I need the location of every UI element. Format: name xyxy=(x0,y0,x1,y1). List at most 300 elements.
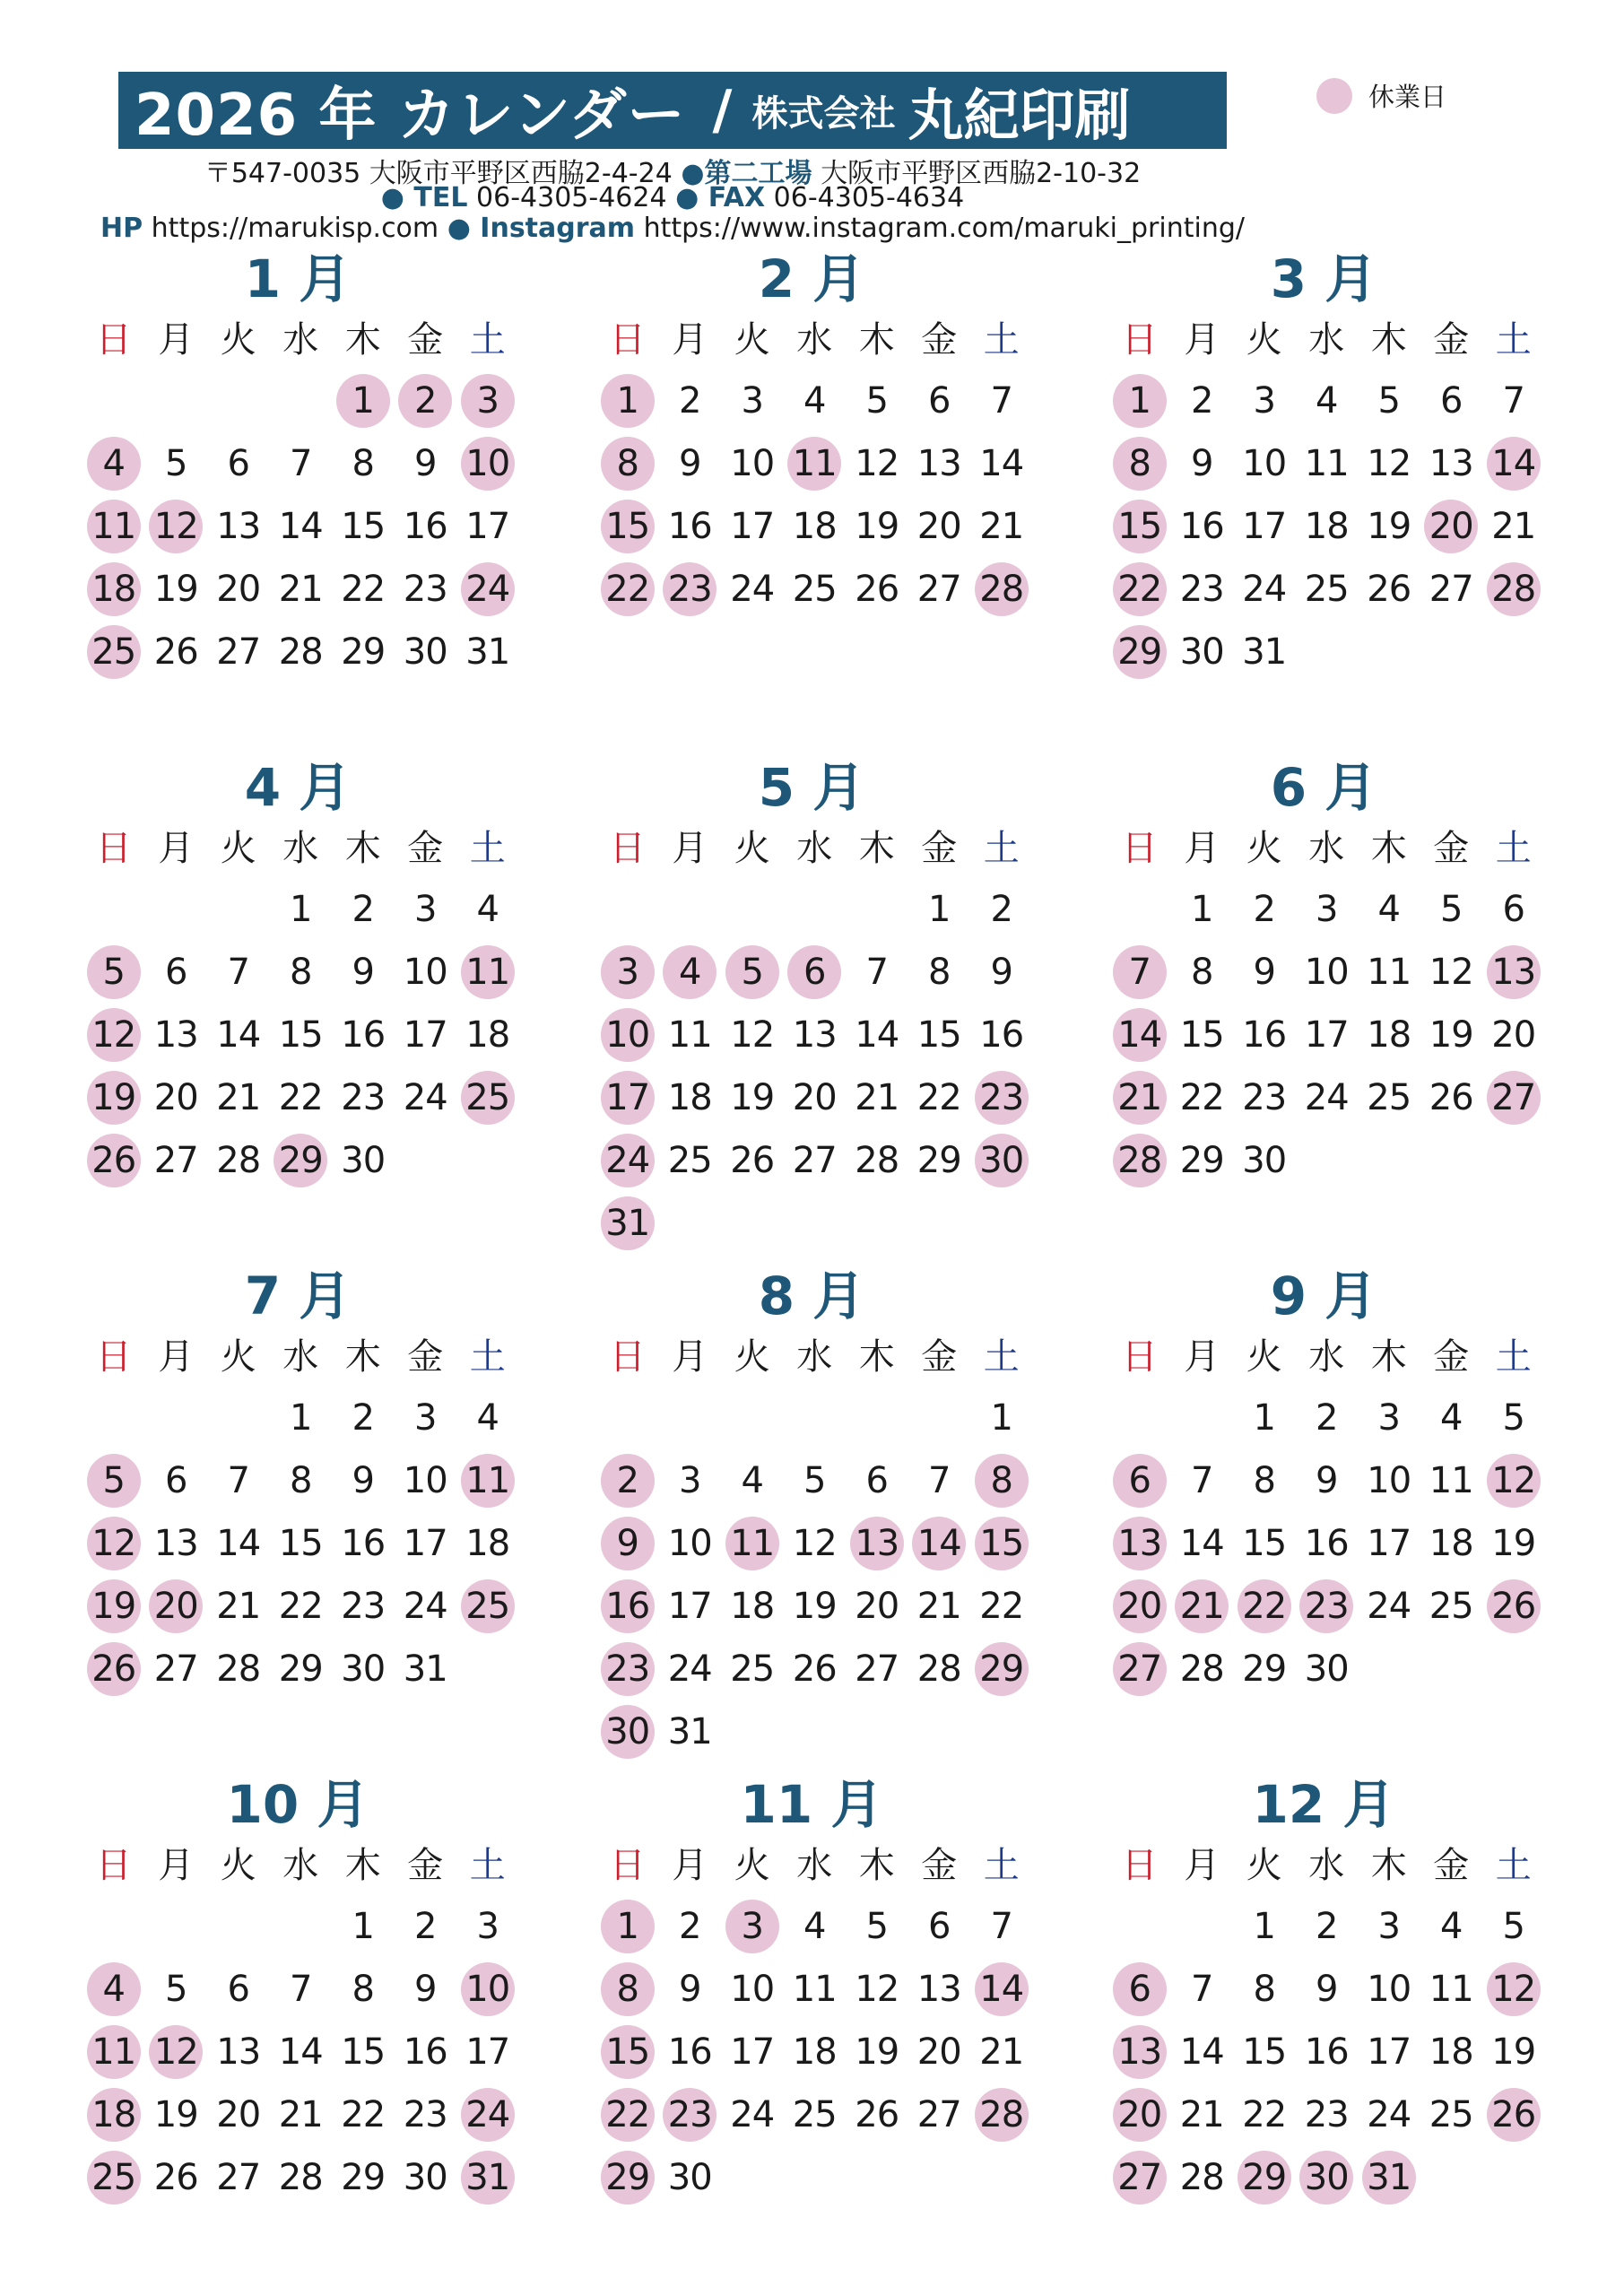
day-number: 6 xyxy=(227,443,249,484)
day-cell-holiday xyxy=(1233,1575,1296,1638)
day-cell xyxy=(908,1066,971,1129)
day-cell xyxy=(332,1129,395,1192)
day-number: 30 xyxy=(975,1134,1029,1187)
day-number: 8 xyxy=(352,443,374,484)
day-number: 28 xyxy=(975,2088,1029,2142)
day-cell xyxy=(784,2083,847,2146)
day-cell xyxy=(207,495,270,558)
day-cell xyxy=(659,1129,722,1192)
day-number: 14 xyxy=(1179,1523,1224,1564)
day-number: 2 xyxy=(414,1906,437,1947)
day-number: 18 xyxy=(792,506,837,547)
day-number: 8 xyxy=(1253,1460,1275,1501)
day-cell xyxy=(207,1004,270,1066)
weekday-header: 火 xyxy=(734,1845,770,1886)
day-number: 22 xyxy=(278,1077,323,1118)
day-number: 21 xyxy=(278,569,323,610)
weekday-header: 月 xyxy=(1184,828,1220,869)
day-number: 30 xyxy=(601,1705,655,1759)
day-number: 1 xyxy=(928,889,951,930)
day-number: 20 xyxy=(1113,2088,1167,2142)
day-cell xyxy=(908,1129,971,1192)
day-number: 5 xyxy=(1502,1397,1524,1439)
day-cell-holiday xyxy=(659,941,722,1004)
day-cell-holiday xyxy=(83,621,145,683)
day-number: 15 xyxy=(1179,1014,1224,1056)
day-cell xyxy=(1296,1638,1359,1700)
day-cell xyxy=(145,1004,208,1066)
month-title: 5 月 xyxy=(758,757,865,818)
weekday-header: 木 xyxy=(858,1336,895,1378)
empty-cell xyxy=(145,1895,208,1958)
day-cell xyxy=(908,370,971,432)
day-number: 13 xyxy=(153,1014,198,1056)
empty-cell xyxy=(83,1387,145,1449)
day-cell xyxy=(1296,1895,1359,1958)
day-number: 8 xyxy=(290,952,312,993)
day-cell xyxy=(145,1512,208,1575)
day-cell-holiday xyxy=(456,558,519,621)
weekday-header: 金 xyxy=(407,319,444,361)
day-cell xyxy=(970,1895,1033,1958)
day-number: 7 xyxy=(1502,380,1524,422)
day-number: 2 xyxy=(1316,1397,1338,1439)
weekday-header: 土 xyxy=(1495,1336,1532,1378)
day-cell xyxy=(1482,370,1545,432)
day-number: 1 xyxy=(1253,1906,1275,1947)
day-cell-holiday xyxy=(1108,558,1171,621)
day-number: 25 xyxy=(730,1648,775,1690)
day-cell xyxy=(1171,2021,1234,2083)
day-number: 11 xyxy=(461,945,515,999)
day-number: 6 xyxy=(1113,1454,1167,1508)
day-number: 6 xyxy=(1113,1962,1167,2016)
day-number: 22 xyxy=(1113,562,1167,616)
day-cell xyxy=(908,495,971,558)
day-cell-holiday xyxy=(456,1449,519,1512)
day-cell xyxy=(721,2083,784,2146)
empty-cell xyxy=(1108,1895,1171,1958)
day-cell xyxy=(1233,1895,1296,1958)
day-number: 19 xyxy=(792,1586,837,1627)
day-cell xyxy=(332,1575,395,1638)
day-cell-holiday xyxy=(83,1449,145,1512)
month-block xyxy=(1108,248,1539,683)
day-cell xyxy=(270,1512,333,1575)
weekday-header: 木 xyxy=(1370,828,1407,869)
day-number: 1 xyxy=(601,374,655,428)
day-cell xyxy=(721,1958,784,2021)
day-number: 18 xyxy=(1304,506,1349,547)
day-cell-holiday xyxy=(83,1004,145,1066)
day-number: 29 xyxy=(975,1642,1029,1696)
day-cell xyxy=(784,1066,847,1129)
day-number: 21 xyxy=(1179,2094,1224,2135)
weekday-header: 月 xyxy=(672,1336,708,1378)
day-cell-holiday xyxy=(1420,495,1483,558)
day-cell-holiday xyxy=(83,2146,145,2209)
day-number: 19 xyxy=(1429,1014,1473,1056)
weekday-header: 土 xyxy=(983,319,1020,361)
day-cell xyxy=(207,2146,270,2209)
day-number: 29 xyxy=(1179,1140,1224,1181)
day-cell xyxy=(270,558,333,621)
empty-cell xyxy=(207,1895,270,1958)
day-cell xyxy=(1233,1638,1296,1700)
day-cell xyxy=(270,878,333,941)
day-cell xyxy=(1233,1004,1296,1066)
day-cell xyxy=(207,621,270,683)
day-cell xyxy=(145,1066,208,1129)
day-number: 4 xyxy=(1440,1906,1463,1947)
day-number: 16 xyxy=(403,506,447,547)
fax-label: ● FAX xyxy=(675,182,766,213)
weekday-header: 水 xyxy=(282,828,319,869)
day-number: 13 xyxy=(1429,443,1473,484)
weekday-header: 日 xyxy=(609,319,646,361)
day-number: 8 xyxy=(290,1460,312,1501)
weekday-header: 金 xyxy=(1433,828,1470,869)
day-number: 15 xyxy=(601,500,655,553)
day-cell xyxy=(1233,1512,1296,1575)
day-cell xyxy=(332,1449,395,1512)
day-cell xyxy=(846,1449,908,1512)
weekday-header: 火 xyxy=(220,828,256,869)
day-cell-holiday xyxy=(83,432,145,495)
day-cell xyxy=(1482,2021,1545,2083)
day-cell-holiday xyxy=(83,941,145,1004)
day-cell-holiday xyxy=(721,1512,784,1575)
day-number: 2 xyxy=(679,380,701,422)
day-cell-holiday xyxy=(1108,1958,1171,2021)
day-number: 17 xyxy=(465,2031,510,2073)
month-grid xyxy=(596,1836,1027,2209)
day-number: 3 xyxy=(741,380,763,422)
day-cell xyxy=(395,2021,457,2083)
day-number: 1 xyxy=(1253,1397,1275,1439)
day-number: 4 xyxy=(803,1906,826,1947)
weekday-header: 月 xyxy=(1184,1845,1220,1886)
empty-cell xyxy=(207,370,270,432)
day-number: 10 xyxy=(403,952,447,993)
day-number: 12 xyxy=(1487,1962,1541,2016)
day-number: 10 xyxy=(1367,1460,1411,1501)
day-cell xyxy=(1420,432,1483,495)
day-number: 25 xyxy=(792,569,837,610)
day-cell xyxy=(207,2021,270,2083)
day-cell-holiday xyxy=(596,2083,659,2146)
day-cell xyxy=(456,1512,519,1575)
day-number: 8 xyxy=(1191,952,1213,993)
day-cell xyxy=(846,1066,908,1129)
day-cell xyxy=(1420,370,1483,432)
day-number: 23 xyxy=(975,1071,1029,1125)
day-number: 8 xyxy=(975,1454,1029,1508)
day-number: 8 xyxy=(1113,437,1167,491)
day-cell-holiday xyxy=(596,1004,659,1066)
day-number: 13 xyxy=(1113,2025,1167,2079)
day-cell xyxy=(145,941,208,1004)
day-number: 24 xyxy=(601,1134,655,1187)
weekday-header: 水 xyxy=(1308,1845,1345,1886)
day-number: 4 xyxy=(87,1962,141,2016)
day-number: 24 xyxy=(1304,1077,1349,1118)
day-number: 8 xyxy=(601,1962,655,2016)
day-number: 21 xyxy=(855,1077,899,1118)
day-number: 29 xyxy=(916,1140,961,1181)
empty-cell xyxy=(784,1387,847,1449)
day-cell-holiday xyxy=(332,370,395,432)
day-number: 9 xyxy=(990,952,1012,993)
day-number: 28 xyxy=(916,1648,961,1690)
day-cell xyxy=(1358,2083,1420,2146)
empty-cell xyxy=(596,878,659,941)
day-number: 14 xyxy=(216,1523,261,1564)
day-number: 23 xyxy=(1299,1579,1353,1633)
day-cell xyxy=(1420,1895,1483,1958)
weekday-header: 日 xyxy=(95,1845,132,1886)
day-number: 21 xyxy=(1175,1579,1229,1633)
day-cell xyxy=(270,1958,333,2021)
day-cell-holiday xyxy=(1108,2146,1171,2209)
day-number: 5 xyxy=(1502,1906,1524,1947)
day-cell xyxy=(970,878,1033,941)
day-cell xyxy=(659,1575,722,1638)
day-number: 3 xyxy=(725,1900,779,1953)
day-number: 10 xyxy=(601,1008,655,1062)
day-cell xyxy=(1171,1004,1234,1066)
day-number: 4 xyxy=(1440,1397,1463,1439)
weekday-header: 水 xyxy=(796,1845,833,1886)
day-number: 28 xyxy=(1179,1648,1224,1690)
day-number: 27 xyxy=(855,1648,899,1690)
day-number: 24 xyxy=(1242,569,1287,610)
day-number: 6 xyxy=(227,1969,249,2010)
day-number: 20 xyxy=(149,1579,203,1633)
day-number: 21 xyxy=(979,2031,1024,2073)
day-number: 2 xyxy=(1253,889,1275,930)
day-number: 12 xyxy=(730,1014,775,1056)
day-number: 27 xyxy=(153,1140,198,1181)
day-number: 13 xyxy=(916,1969,961,2010)
day-cell-holiday xyxy=(596,1575,659,1638)
day-cell-holiday xyxy=(1108,1129,1171,1192)
holiday-dot-icon xyxy=(1316,78,1352,114)
month-grid xyxy=(1108,1836,1539,2209)
day-cell xyxy=(1358,1512,1420,1575)
day-cell-holiday xyxy=(1296,1575,1359,1638)
day-cell xyxy=(270,1387,333,1449)
weekday-header: 水 xyxy=(796,319,833,361)
empty-cell xyxy=(721,1387,784,1449)
day-cell-holiday xyxy=(596,1192,659,1255)
day-number: 16 xyxy=(341,1523,386,1564)
weekday-header: 土 xyxy=(983,1336,1020,1378)
day-cell xyxy=(1233,432,1296,495)
day-cell-holiday xyxy=(596,1958,659,2021)
day-cell-holiday xyxy=(456,370,519,432)
day-cell xyxy=(270,1638,333,1700)
day-number: 15 xyxy=(341,506,386,547)
day-cell xyxy=(1171,2083,1234,2146)
day-number: 20 xyxy=(216,2094,261,2135)
day-number: 3 xyxy=(679,1460,701,1501)
day-number: 10 xyxy=(1367,1969,1411,2010)
day-cell xyxy=(659,1004,722,1066)
day-number: 30 xyxy=(341,1648,386,1690)
month-title: 4 月 xyxy=(244,757,352,818)
day-cell-holiday xyxy=(1108,495,1171,558)
day-cell-holiday xyxy=(1358,2146,1420,2209)
day-cell xyxy=(908,941,971,1004)
day-cell xyxy=(1482,1512,1545,1575)
day-cell-holiday xyxy=(596,1895,659,1958)
day-cell xyxy=(846,1129,908,1192)
month-title: 9 月 xyxy=(1270,1265,1377,1326)
day-cell-holiday xyxy=(596,1638,659,1700)
month-grid xyxy=(83,310,513,683)
day-number: 11 xyxy=(87,500,141,553)
day-cell-holiday xyxy=(1482,432,1545,495)
weekday-header: 火 xyxy=(220,1336,256,1378)
instagram-url[interactable]: https://www.instagram.com/maruki_printing/ xyxy=(635,213,1245,244)
weekday-header: 木 xyxy=(858,319,895,361)
day-number: 12 xyxy=(87,1517,141,1570)
day-cell xyxy=(1296,941,1359,1004)
empty-cell xyxy=(145,1387,208,1449)
day-number: 26 xyxy=(1487,2088,1541,2142)
day-number: 24 xyxy=(730,569,775,610)
day-cell xyxy=(332,1958,395,2021)
day-number: 28 xyxy=(216,1648,261,1690)
day-number: 26 xyxy=(792,1648,837,1690)
day-cell xyxy=(395,878,457,941)
day-cell xyxy=(332,2146,395,2209)
day-number: 4 xyxy=(476,1397,499,1439)
day-cell-holiday xyxy=(784,941,847,1004)
day-number: 26 xyxy=(730,1140,775,1181)
day-cell-holiday xyxy=(596,495,659,558)
day-number: 13 xyxy=(153,1523,198,1564)
day-number: 19 xyxy=(855,506,899,547)
day-number: 27 xyxy=(1487,1071,1541,1125)
day-number: 2 xyxy=(352,1397,374,1439)
title-separator: / xyxy=(712,79,733,142)
day-number: 26 xyxy=(1367,569,1411,610)
month-block xyxy=(83,248,513,683)
day-cell-holiday xyxy=(145,2021,208,2083)
day-cell xyxy=(332,558,395,621)
day-cell xyxy=(270,2021,333,2083)
day-number: 5 xyxy=(865,1906,888,1947)
day-number: 6 xyxy=(165,1460,187,1501)
day-cell xyxy=(846,1004,908,1066)
day-number: 28 xyxy=(1113,1134,1167,1187)
day-number: 23 xyxy=(663,562,716,616)
day-number: 4 xyxy=(741,1460,763,1501)
day-cell xyxy=(1296,370,1359,432)
day-number: 17 xyxy=(403,1014,447,1056)
day-cell xyxy=(456,621,519,683)
day-cell xyxy=(1171,1638,1234,1700)
weekday-header: 水 xyxy=(1308,319,1345,361)
day-cell xyxy=(970,370,1033,432)
weekday-header: 金 xyxy=(1433,1845,1470,1886)
day-cell xyxy=(784,1958,847,2021)
hp-url[interactable]: https://marukisp.com xyxy=(143,213,447,244)
day-number: 22 xyxy=(601,2088,655,2142)
day-cell xyxy=(1171,432,1234,495)
day-cell xyxy=(395,432,457,495)
day-cell xyxy=(270,621,333,683)
day-number: 6 xyxy=(1440,380,1463,422)
day-cell xyxy=(145,1958,208,2021)
day-number: 20 xyxy=(855,1586,899,1627)
weekday-header: 火 xyxy=(1246,319,1282,361)
empty-cell xyxy=(145,370,208,432)
day-cell-holiday xyxy=(1108,370,1171,432)
day-cell xyxy=(1296,558,1359,621)
day-cell xyxy=(332,1066,395,1129)
day-cell xyxy=(1233,2021,1296,2083)
empty-cell xyxy=(784,878,847,941)
day-number: 9 xyxy=(601,1517,655,1570)
day-number: 15 xyxy=(278,1523,323,1564)
day-number: 14 xyxy=(1113,1008,1167,1062)
day-number: 22 xyxy=(341,569,386,610)
day-cell xyxy=(1420,1004,1483,1066)
day-number: 19 xyxy=(153,569,198,610)
day-number: 14 xyxy=(278,506,323,547)
day-number: 4 xyxy=(803,380,826,422)
day-number: 13 xyxy=(916,443,961,484)
day-number: 1 xyxy=(1113,374,1167,428)
day-cell-holiday xyxy=(83,1575,145,1638)
day-number: 15 xyxy=(1113,500,1167,553)
day-cell xyxy=(207,1066,270,1129)
day-cell xyxy=(784,1129,847,1192)
month-title: 7 月 xyxy=(244,1265,352,1326)
day-number: 20 xyxy=(916,506,961,547)
weekday-header: 金 xyxy=(921,319,958,361)
day-number: 7 xyxy=(290,443,312,484)
day-number: 8 xyxy=(1253,1969,1275,2010)
day-number: 23 xyxy=(1304,2094,1349,2135)
day-number: 12 xyxy=(855,443,899,484)
day-number: 17 xyxy=(1242,506,1287,547)
day-number: 2 xyxy=(990,889,1012,930)
day-cell xyxy=(846,370,908,432)
month-title: 3 月 xyxy=(1270,248,1377,309)
day-cell xyxy=(270,432,333,495)
month-title: 2 月 xyxy=(758,248,865,309)
day-cell-holiday xyxy=(1108,432,1171,495)
day-number: 11 xyxy=(792,1969,837,2010)
day-number: 14 xyxy=(278,2031,323,2073)
day-cell xyxy=(1171,1958,1234,2021)
day-number: 3 xyxy=(461,374,515,428)
day-cell xyxy=(332,495,395,558)
day-number: 20 xyxy=(1424,500,1478,553)
day-number: 13 xyxy=(216,2031,261,2073)
day-number: 8 xyxy=(352,1969,374,2010)
day-cell xyxy=(1420,1066,1483,1129)
day-cell xyxy=(145,558,208,621)
day-number: 4 xyxy=(663,945,716,999)
empty-cell xyxy=(207,878,270,941)
empty-cell xyxy=(83,878,145,941)
empty-cell xyxy=(207,1387,270,1449)
